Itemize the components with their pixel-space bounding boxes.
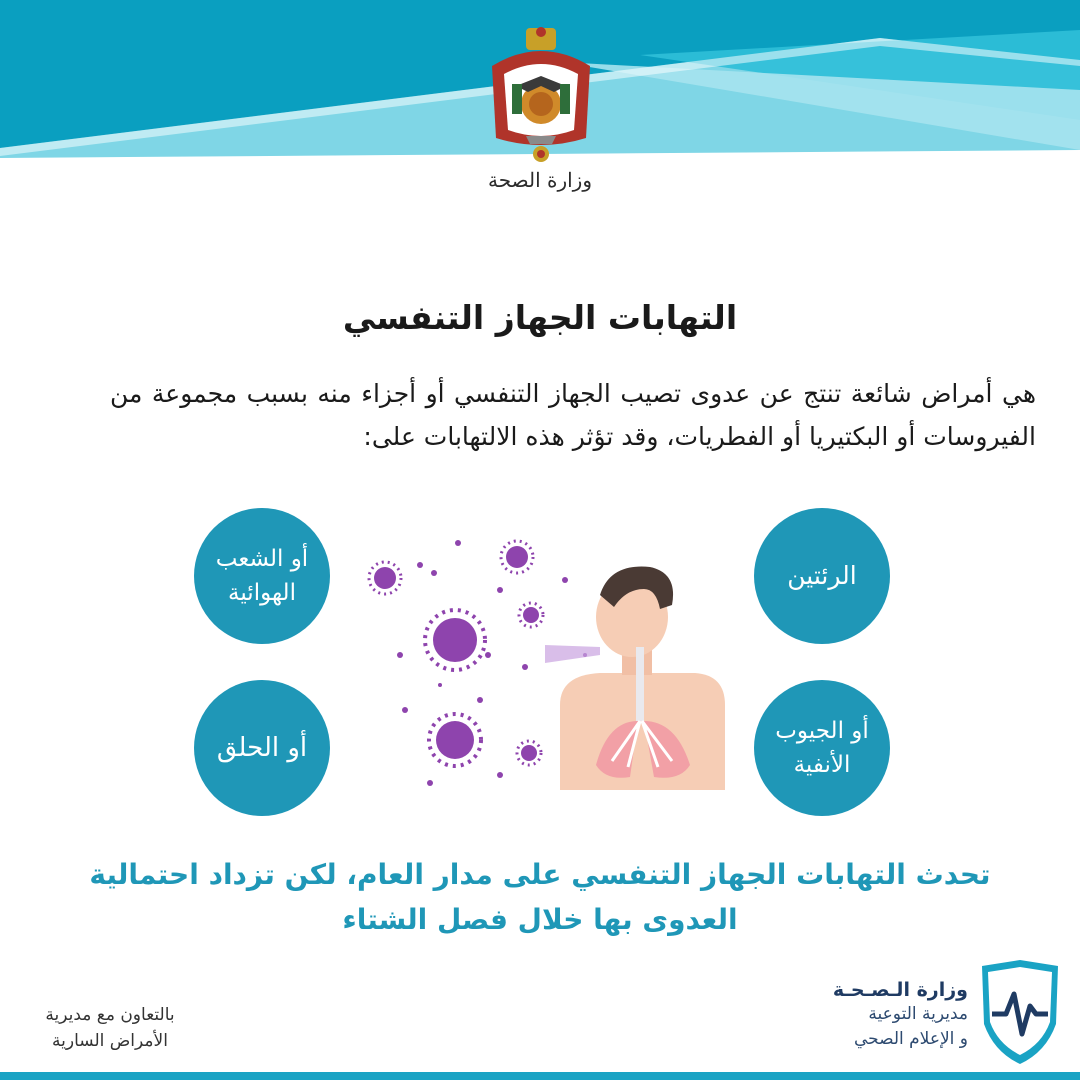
royal-emblem-icon	[482, 26, 600, 164]
health-awareness-brand	[804, 958, 1064, 1070]
heartbeat-shield-icon	[976, 958, 1064, 1066]
area-throat-badge: أو الحلق	[194, 680, 330, 816]
bottom-bar	[0, 1072, 1080, 1080]
collaboration-note: بالتعاون مع مديرية الأمراض السارية	[45, 1005, 175, 1051]
page-title: التهابات الجهاز التنفسي	[342, 298, 738, 337]
virus-icon	[369, 540, 587, 786]
ministry-signature: وزارة الصحة	[488, 168, 592, 192]
brand-name: وزارة الـصـحـة	[832, 979, 968, 1001]
area-lungs-badge: الرئتين	[754, 508, 890, 644]
area-bronchi-badge: أو الشعب الهوائية	[194, 508, 330, 644]
winter-risk-message: تحدث التهابات الجهاز التنفسي على مدار العام، لكن تزداد احتمالية العدوى بها خلال فصل الشتاء	[89, 858, 991, 936]
respiratory-illustration	[360, 535, 730, 790]
human-lungs-icon	[560, 567, 725, 790]
brand-line1: مديرية التوعية	[868, 1004, 968, 1024]
area-sinuses-badge: أو الجيوب الأنفية	[754, 680, 890, 816]
intro-paragraph: هي أمراض شائعة تنتج عن عدوى تصيب الجهاز التنفسي أو أجزاء منه بسبب مجموعة من الفيروسات أو البكتيريا أو الفطريات، وقد تؤثر هذه الالتهابات على:	[110, 379, 1036, 451]
brand-line2: و الإعلام الصحي	[853, 1029, 968, 1049]
